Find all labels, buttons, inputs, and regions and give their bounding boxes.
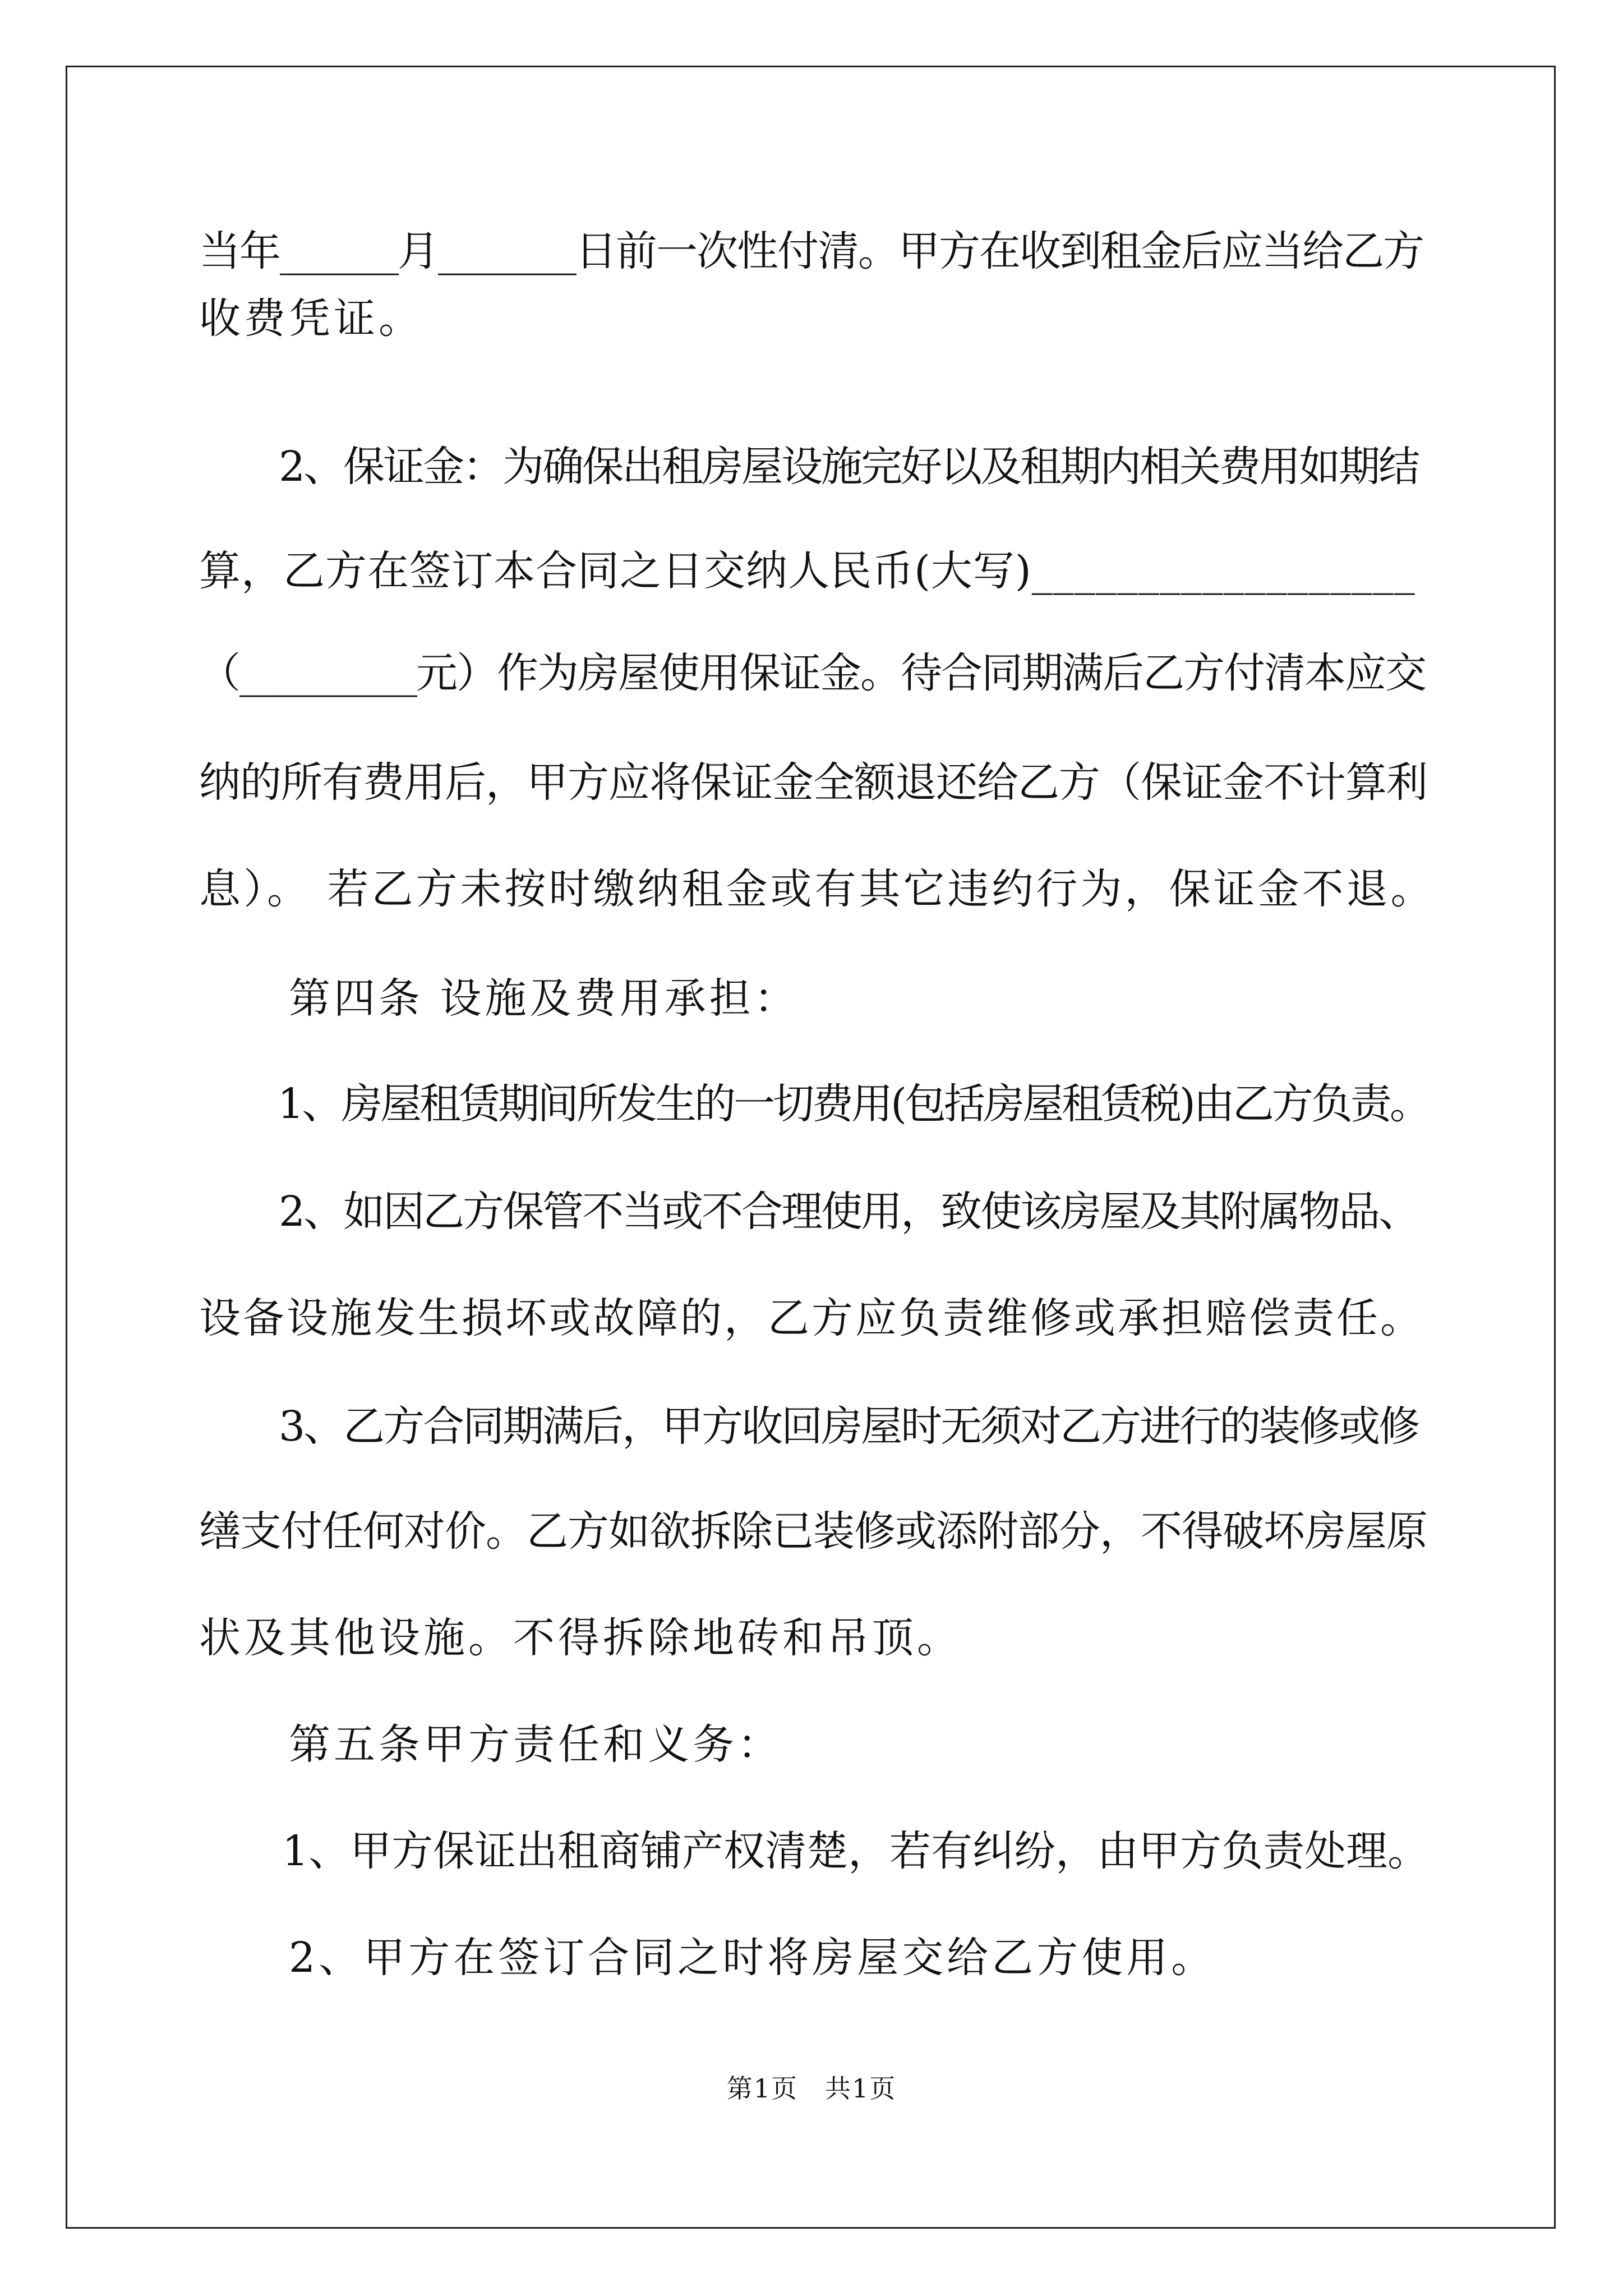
- paragraph-line: 息）。 若乙方未按时缴纳租金或有其它违约行为，保证金不退。: [199, 865, 1435, 913]
- paragraph-line: 当年______月_______日前一次性付清。甲方在收到租金后应当给乙方: [199, 227, 1423, 275]
- paragraph-line: 缮支付任何对价。乙方如欲拆除已装修或添附部分，不得破坏房屋原: [199, 1507, 1427, 1556]
- paragraph-line: 2、如因乙方保管不当或不合理使用，致使该房屋及其附属物品、: [199, 1188, 1419, 1236]
- paragraph-line: 1、甲方保证出租商铺产权清楚，若有纠纷，由甲方负责处理。: [199, 1827, 1430, 1875]
- page-footer: 第1页 共1页: [726, 2073, 897, 2104]
- paragraph-line: （_________元）作为房屋使用保证金。待合同期满后乙方付清本应交: [199, 649, 1426, 697]
- paragraph-line: 设备设施发生损坏或故障的，乙方应负责维修或承担赔偿责任。: [199, 1294, 1424, 1342]
- section-heading: 第四条 设施及费用承担：: [199, 974, 799, 1023]
- page-border: [66, 66, 1556, 2229]
- paragraph-line: 收费凭证。: [199, 295, 423, 343]
- paragraph-line: 算，乙方在签订本合同之日交纳人民币(大写)__________________: [199, 547, 1415, 595]
- section-heading: 第五条甲方责任和义务：: [199, 1720, 782, 1769]
- paragraph-line: 3、乙方合同期满后，甲方收回房屋时无须对乙方进行的装修或修: [199, 1402, 1419, 1451]
- paragraph-line: 状及其他设施。不得拆除地砖和吊顶。: [199, 1614, 962, 1662]
- paragraph-line: 纳的所有费用后，甲方应将保证金全额退还给乙方（保证金不计算利: [199, 758, 1427, 807]
- paragraph-line: 2、甲方在签订合同之时将房屋交给乙方使用。: [199, 1934, 1216, 1982]
- paragraph-line: 2、保证金：为确保出租房屋设施完好以及租期内相关费用如期结: [199, 443, 1419, 491]
- paragraph-line: 1、房屋租赁期间所发生的一切费用(包括房屋租赁税)由乙方负责。: [199, 1080, 1429, 1128]
